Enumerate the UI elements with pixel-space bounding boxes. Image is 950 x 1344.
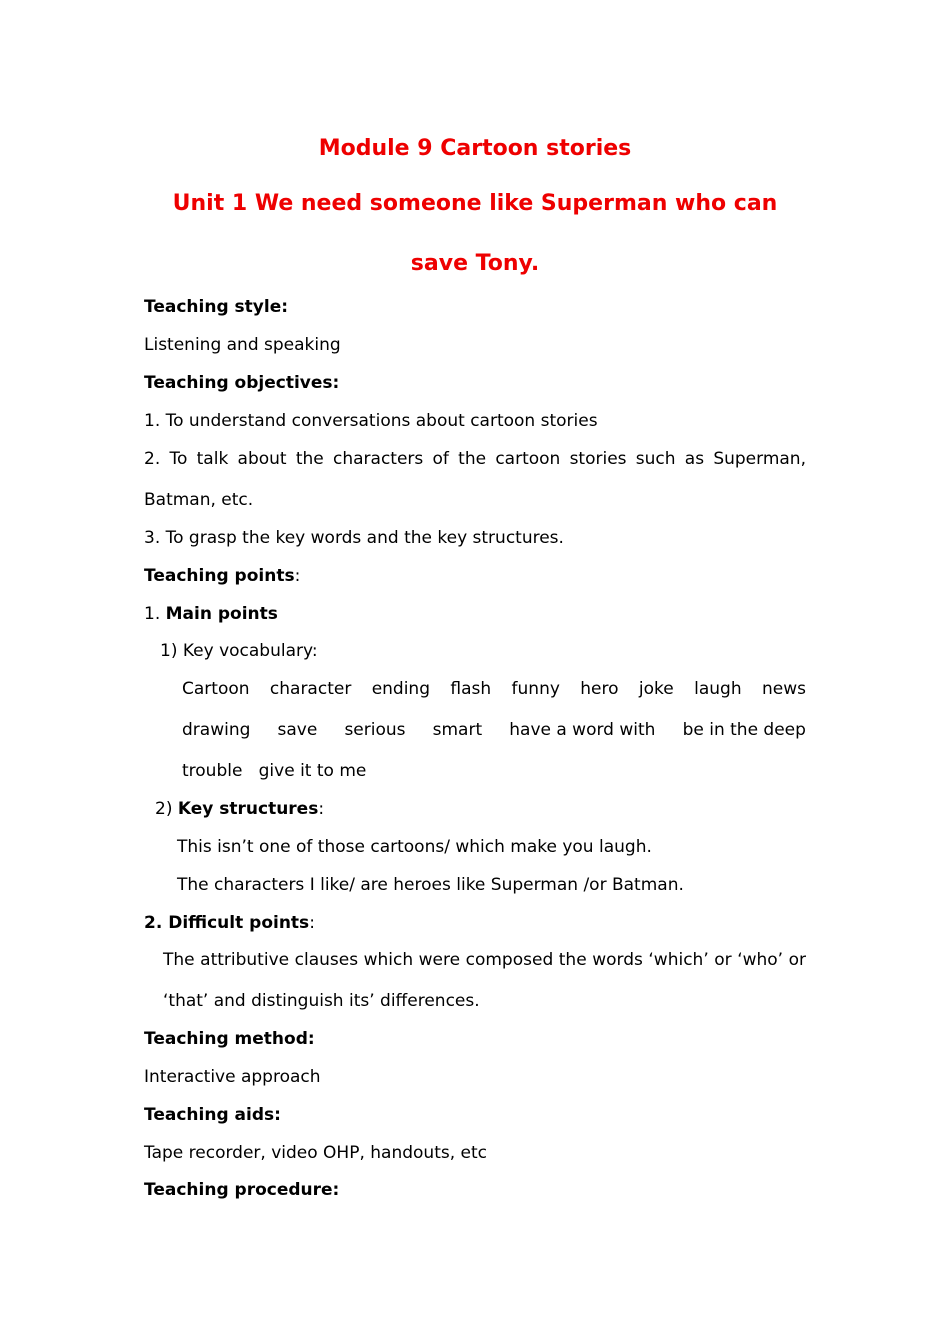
objective-2-continued: Batman, etc.: [144, 490, 254, 510]
teaching-aids-value: Tape recorder, video OHP, handouts, etc: [144, 1143, 487, 1163]
teaching-style-heading: Teaching style:: [144, 297, 289, 317]
objective-1: 1. To understand conversations about cartoon stories: [144, 411, 598, 431]
structure-2: The characters I like/ are heroes like Superman /or Batman.: [177, 875, 684, 895]
unit-title-line2: save Tony.: [410, 251, 540, 276]
key-structures-heading: 2) Key structures:: [155, 799, 325, 819]
teaching-points-heading: Teaching points:: [144, 566, 301, 586]
unit-title-line1: Unit 1 We need someone like Superman who can: [172, 191, 778, 216]
teaching-style-value: Listening and speaking: [144, 335, 341, 355]
vocabulary-row-2: drawing save serious smart have a word with be in the deep: [182, 720, 806, 740]
teaching-aids-heading: Teaching aids:: [144, 1105, 281, 1125]
teaching-method-value: Interactive approach: [144, 1067, 321, 1087]
teaching-objectives-heading: Teaching objectives:: [144, 373, 340, 393]
objective-3: 3. To grasp the key words and the key structures.: [144, 528, 564, 548]
difficult-points-heading: 2. Difficult points:: [144, 913, 315, 933]
objective-2: 2. To talk about the characters of the cartoon stories such as Superman,: [144, 449, 806, 469]
difficult-points-text: The attributive clauses which were composed the words ‘which’ or ‘who’ or: [163, 950, 806, 970]
vocabulary-row-1: Cartoon character ending flash funny hero joke laugh news: [182, 679, 806, 699]
difficult-points-continued: ‘that’ and distinguish its’ differences.: [163, 991, 480, 1011]
module-title: Module 9 Cartoon stories: [318, 136, 632, 161]
teaching-method-heading: Teaching method:: [144, 1029, 315, 1049]
key-vocabulary-heading: 1) Key vocabulary:: [160, 641, 318, 661]
main-points-heading: 1. Main points: [144, 604, 278, 624]
teaching-procedure-heading: Teaching procedure:: [144, 1180, 340, 1200]
vocabulary-row-3: trouble give it to me: [182, 761, 367, 781]
structure-1: This isn’t one of those cartoons/ which make you laugh.: [177, 837, 652, 857]
